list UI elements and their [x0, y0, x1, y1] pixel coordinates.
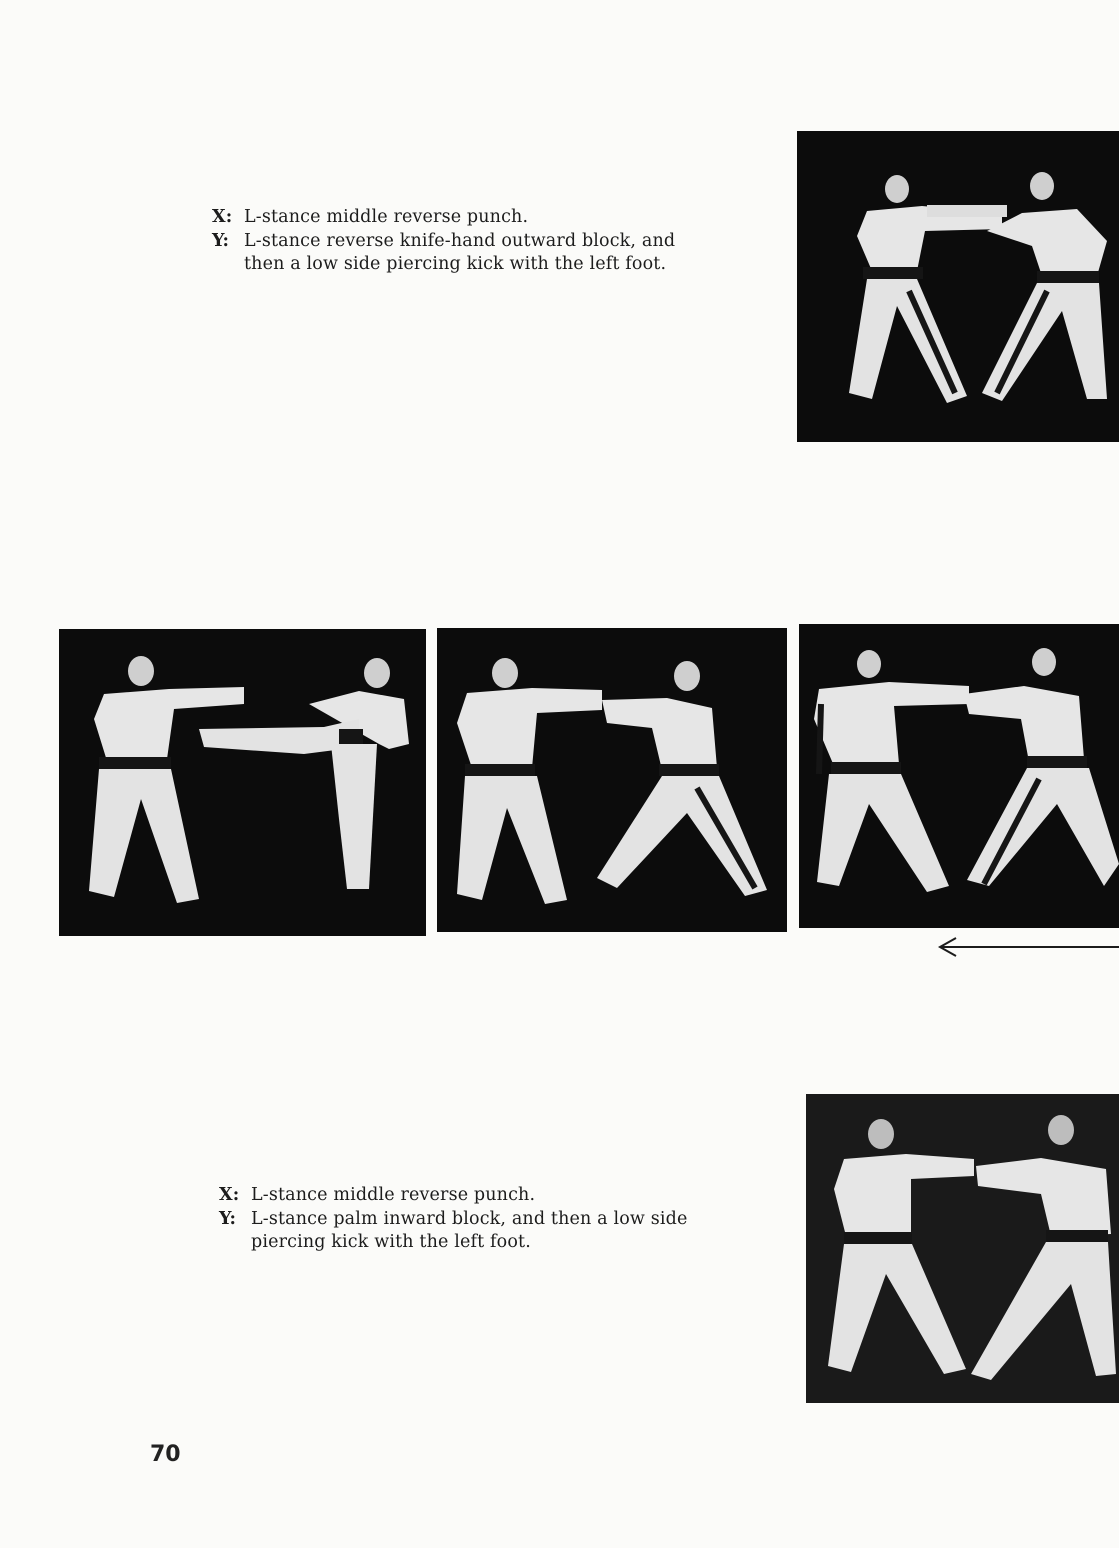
caption-top-x-text: L-stance middle reverse punch. — [244, 207, 529, 227]
caption-bottom-x-text: L-stance middle reverse punch. — [251, 1185, 536, 1205]
photo-row-left — [59, 629, 426, 936]
caption-bottom-y-text-line1: L-stance palm inward block, and then a low side — [251, 1209, 688, 1229]
photo-bottom-right — [806, 1094, 1119, 1403]
photo-row-middle — [437, 628, 787, 932]
caption-bottom-y-text-line2: piercing kick with the left foot. — [251, 1232, 531, 1252]
caption-top — [212, 206, 675, 276]
photo-top-right — [797, 131, 1119, 442]
photo-row-right — [799, 624, 1119, 928]
page-number: 70 — [150, 1442, 181, 1467]
caption-bottom — [219, 1184, 687, 1254]
caption-top-x-label: X: — [212, 207, 233, 227]
caption-top-y-label: Y: — [212, 231, 230, 251]
caption-bottom-y-label: Y: — [219, 1209, 237, 1229]
left-arrow-icon — [936, 936, 1119, 958]
caption-top-y-text-line2: then a low side piercing kick with the left foot. — [244, 254, 667, 274]
caption-bottom-x-label: X: — [219, 1185, 240, 1205]
caption-top-y-text-line1: L-stance reverse knife-hand outward block, and — [244, 231, 676, 251]
